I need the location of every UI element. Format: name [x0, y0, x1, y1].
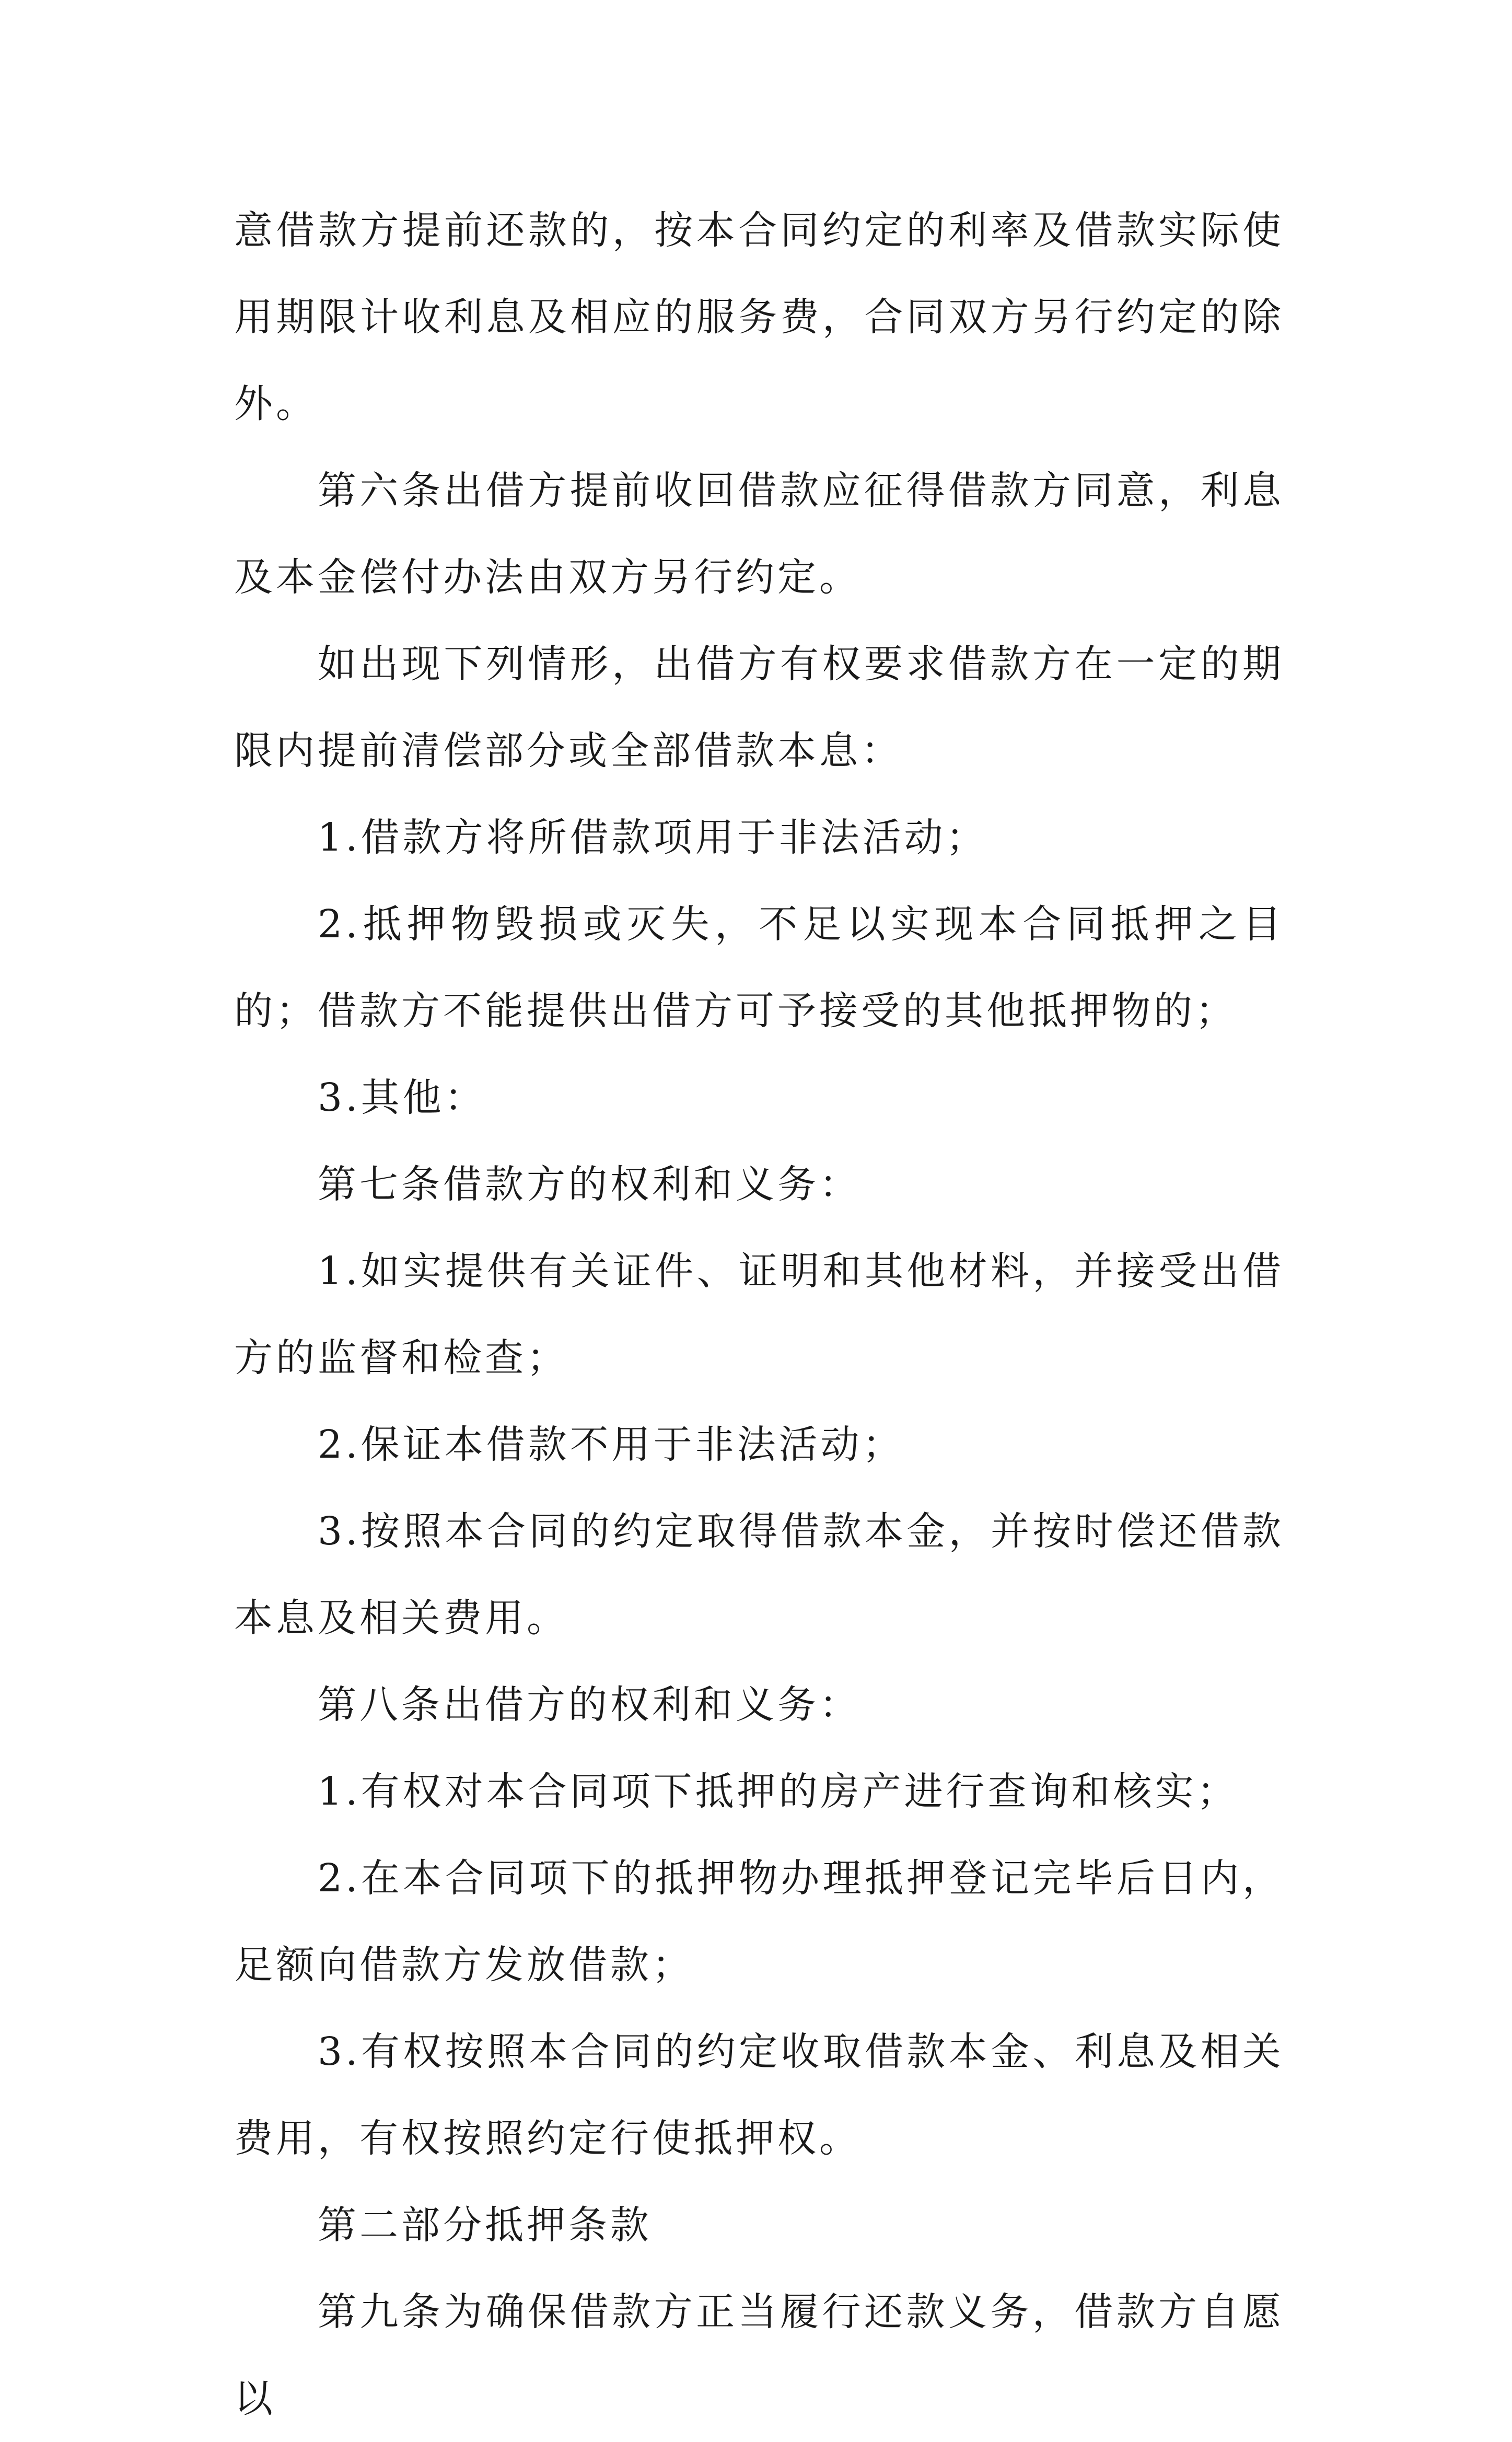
paragraph-article-7: 第七条借款方的权利和义务： — [318, 1162, 861, 1207]
paragraph-article-6: 第六条出借方提前收回借款应征得借款方同意，利息及本金偿付办法由双方另行约定。 — [234, 468, 1284, 600]
paragraph-condition-1: 1.借款方将所借款项用于非法活动； — [318, 815, 988, 860]
paragraph-lender-right-1: 1.有权对本合同项下抵押的房产进行查询和核实； — [318, 1769, 1239, 1814]
paragraph-borrower-duty-2: 2.保证本借款不用于非法活动； — [318, 1422, 904, 1467]
paragraph-article-9: 第九条为确保借款方正当履行还款义务，借款方自愿以 — [234, 2289, 1284, 2421]
paragraph-part-2-heading: 第二部分抵押条款 — [318, 2203, 652, 2248]
paragraph-early-recall-conditions: 如出现下列情形，出借方有权要求借款方在一定的期限内提前清偿部分或全部借款本息： — [234, 642, 1284, 773]
paragraph-lender-right-3: 3.有权按照本合同的约定收取借款本金、利息及相关费用，有权按照约定行使抵押权。 — [234, 2029, 1284, 2161]
paragraph-condition-3: 3.其他： — [318, 1075, 486, 1120]
paragraph-condition-2: 2.抵押物毁损或灭失，不足以实现本合同抵押之目的；借款方不能提供出借方可予接受的其他抵押物的； — [234, 902, 1284, 1033]
contract-text-body — [234, 187, 1284, 2442]
paragraph-borrower-duty-3: 3.按照本合同的约定取得借款本金，并按时偿还借款本息及相关费用。 — [234, 1509, 1284, 1641]
paragraph-lender-right-2: 2.在本合同项下的抵押物办理抵押登记完毕后日内，足额向借款方发放借款； — [234, 1856, 1284, 1987]
paragraph-early-repayment-terms: 意借款方提前还款的，按本合同约定的利率及借款实际使用期限计收利息及相应的服务费，合同双方另行约定的除外。 — [234, 208, 1284, 426]
paragraph-article-8: 第八条出借方的权利和义务： — [318, 1682, 861, 1727]
paragraph-borrower-duty-1: 1.如实提供有关证件、证明和其他材料，并接受出借方的监督和检查； — [234, 1249, 1284, 1380]
